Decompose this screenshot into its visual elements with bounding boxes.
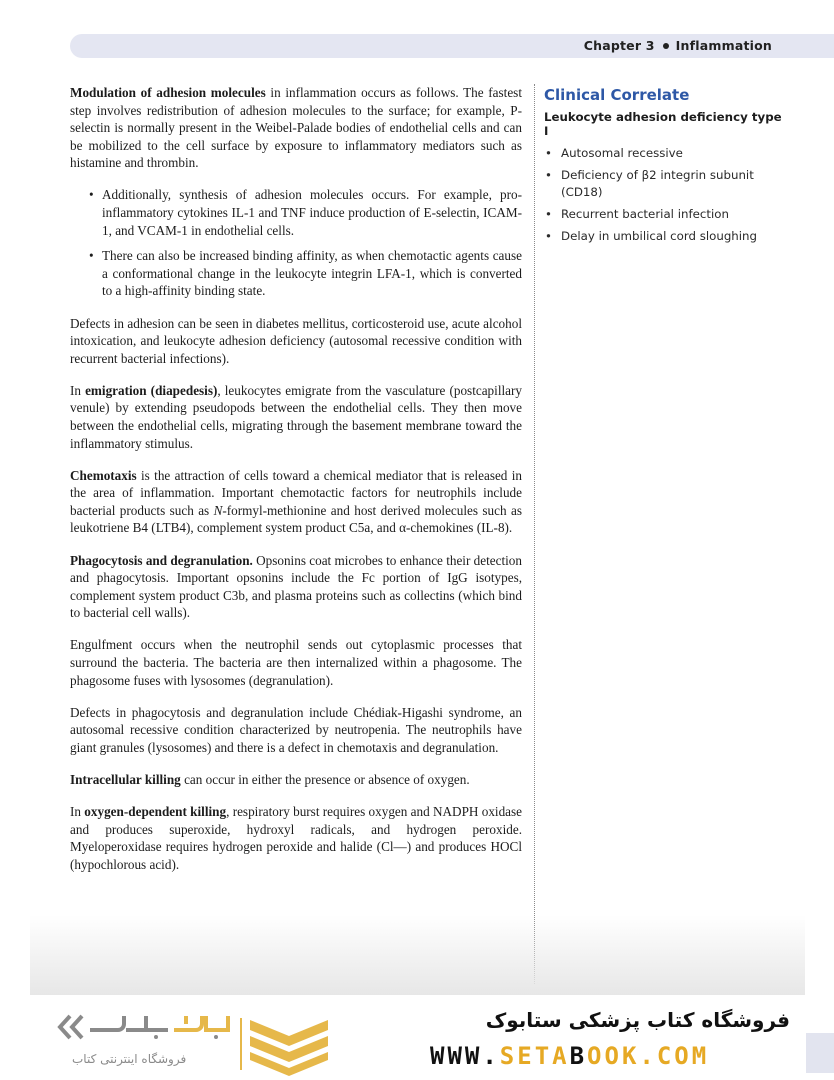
list-item: • There can also be increased binding affinity, as when chemotactic agents cause a conformational change in the leukocyte integrin LFA-1, which is converted to a high-affinity binding state.	[102, 247, 522, 300]
adhesion-bullet-list	[70, 186, 522, 300]
paragraph-text: in inflammation occurs as follows. The fastest step involves redistribution of adhesion molecules to the surface; for example, P-selectin is normally present in the Weibel-Palade bodies of endothelial cells and can be mobilized to the cell surface by exposure to inflammatory mediators such as histamine and thrombin.	[70, 85, 522, 171]
setabook-logo-wordmark-icon	[56, 1012, 236, 1042]
list-item: • Deficiency of β2 integrin subunit (CD18)	[561, 167, 788, 201]
header-chapter: Chapter 3	[583, 38, 655, 53]
store-url	[430, 1042, 796, 1070]
main-text-column	[70, 84, 522, 888]
list-item: • Autosomal recessive	[561, 145, 788, 162]
paragraph-defects-adhesion: Defects in adhesion can be seen in diabetes mellitus, corticosteroid use, acute alcohol intoxication, and leukocyte adhesion deficiency (autosomal recessive condition with recurrent bacterial infections).	[70, 315, 522, 366]
paragraph-oxygen-dependent	[70, 803, 522, 873]
sidebar-list	[544, 145, 788, 245]
page-edge-tab	[806, 1033, 834, 1073]
term-chemotaxis: Chemotaxis	[70, 467, 137, 483]
book-chevron-logo-icon	[250, 1016, 328, 1076]
term-emigration: emigration (diapedesis)	[85, 382, 218, 398]
paragraph-text: , respiratory burst requires oxygen and NADPH oxidase and produces superoxide, hydroxyl radicals, and hydrogen peroxide. Myeloperoxidase requires hydrogen peroxide and halide (Cl—) and produces HOCl (hypochlorous acid).	[70, 804, 523, 872]
logo-separator	[240, 1018, 242, 1070]
store-name: فروشگاه کتاب پزشکی ستابوک	[485, 1008, 790, 1032]
paragraph-text: can occur in either the presence or absence of oxygen.	[180, 772, 470, 787]
paragraph-text: is the attraction of cells toward a chemical mediator that is released in the area of inflammation. Important chemotactic factors for neutrophils include bacterial products such as	[70, 467, 522, 518]
clinical-correlate-box	[544, 86, 788, 250]
term-oxygen-dependent: oxygen-dependent killing	[84, 804, 227, 820]
page-bottom-fade	[30, 915, 805, 995]
bullet-dot-icon	[663, 43, 669, 49]
paragraph-text: In	[70, 382, 86, 398]
paragraph-text: -formyl-methionine and host derived molecules such as leukotriene B4 (LTB4), complement system product C5a, and α-chemokines (IL-8).	[70, 502, 522, 536]
term-intracellular-killing: Intracellular killing	[70, 772, 181, 787]
list-item: • Additionally, synthesis of adhesion molecules occurs. For example, pro-inflammatory cytokines IL-1 and TNF induce production of E-selectin, ICAM-1, and VCAM-1 in endothelial cells.	[102, 186, 522, 239]
term-modulation: Modulation of adhesion molecules	[70, 85, 266, 100]
paragraph-text: In	[70, 804, 85, 820]
paragraph-intracellular-killing	[70, 771, 522, 789]
header-text	[584, 38, 772, 53]
logo-tagline: فروشگاه اینترنتی کتاب	[72, 1052, 187, 1066]
paragraph-adhesion	[70, 84, 522, 172]
paragraph-defects-phagocytosis: Defects in phagocytosis and degranulation include Chédiak-Higashi syndrome, an autosomal recessive condition characterized by neutropenia. The neutrophils have giant granules (lysosomes) and there is a defect in chemotaxis and degranulation.	[70, 704, 522, 755]
running-header	[70, 34, 834, 58]
term-phagocytosis: Phagocytosis and degranulation.	[70, 552, 253, 568]
paragraph-phagocytosis	[70, 552, 522, 622]
paragraph-chemotaxis	[70, 467, 522, 537]
paragraph-text: , leukocytes emigrate from the vasculature (postcapillary venule) by extending pseudopods between the endothelial cells. They then move between the endothelial cells, migrating through the basement membrane toward the inflammatory stimulus.	[70, 382, 522, 451]
sidebar-title: Clinical Correlate	[544, 86, 690, 104]
url-part: B	[569, 1042, 588, 1070]
url-part: WWW.	[430, 1042, 500, 1070]
paragraph-engulfment: Engulfment occurs when the neutrophil sends out cytoplasmic processes that surround the bacteria. The bacteria are then internalized within a phagosome. The phagosome fuses with lysosomes (degranulation).	[70, 637, 522, 688]
italic-n: N	[213, 502, 223, 518]
paragraph-emigration	[70, 382, 522, 452]
url-part-highlight: SETA	[499, 1042, 570, 1070]
column-divider	[534, 84, 535, 984]
url-part-highlight: OOK.COM	[587, 1042, 710, 1070]
list-item: • Recurrent bacterial infection	[561, 206, 788, 223]
paragraph-text: Opsonins coat microbes to enhance their detection and phagocytosis. Important opsonins include the Fc portion of IgG isotypes, complement system product C3b, and plasma proteins such as collectins (which bind to bacterial cell walls).	[70, 552, 522, 621]
sidebar-subtitle: Leukocyte adhesion deficiency type I	[544, 110, 782, 138]
header-section: Inflammation	[675, 38, 772, 53]
list-item: • Delay in umbilical cord sloughing	[561, 228, 788, 245]
